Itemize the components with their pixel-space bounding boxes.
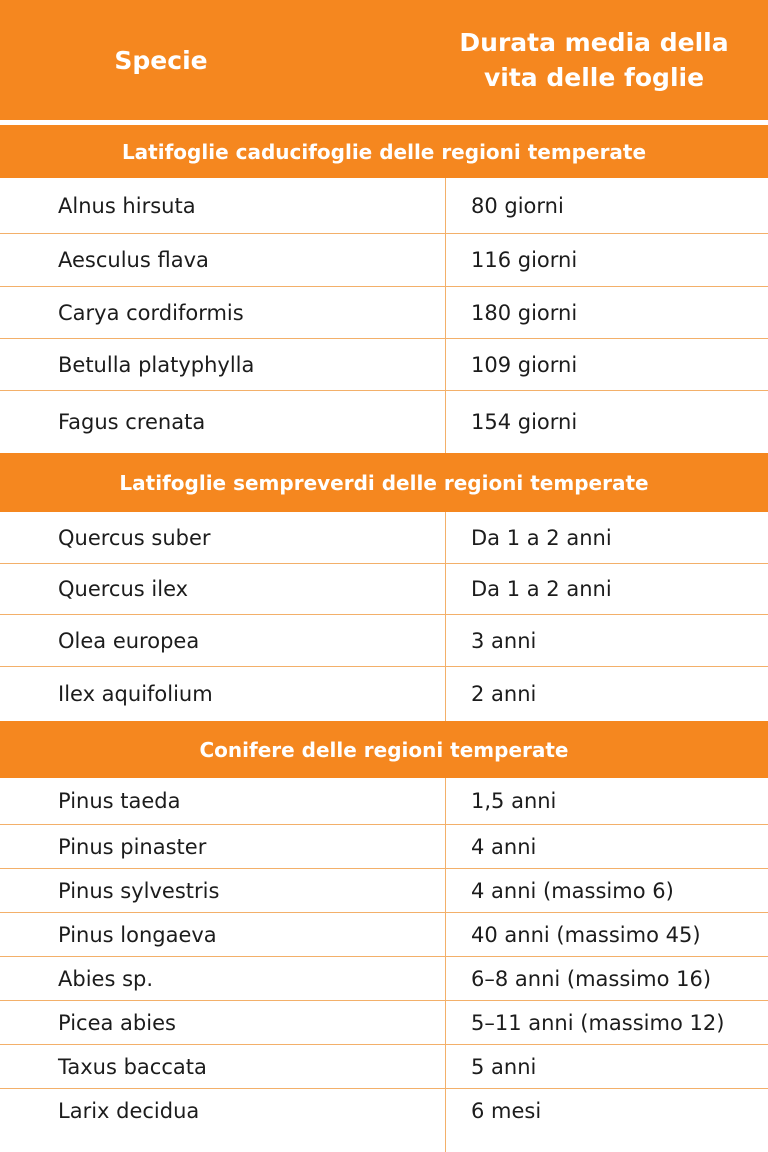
table-row xyxy=(0,778,768,825)
species-cell: Abies sp. xyxy=(58,966,154,991)
duration-cell: 116 giorni xyxy=(471,248,578,272)
table-row xyxy=(0,913,768,957)
species-cell: Pinus taeda xyxy=(58,789,181,813)
header-duration-line1: Durata media della xyxy=(459,28,729,57)
duration-cell: 80 giorni xyxy=(471,193,564,218)
species-cell: Aesculus flava xyxy=(58,248,209,272)
table-row xyxy=(0,1045,768,1089)
species-cell: Taxus baccata xyxy=(58,1054,207,1079)
duration-cell: 6–8 anni (massimo 16) xyxy=(471,966,712,991)
duration-cell: 1,5 anni xyxy=(471,789,557,813)
table-header xyxy=(0,0,768,120)
table-row xyxy=(0,825,768,869)
table-row xyxy=(0,287,768,339)
header-duration xyxy=(446,0,742,120)
table-row xyxy=(0,564,768,615)
species-cell: Larix decidua xyxy=(58,1099,200,1123)
species-cell: Fagus crenata xyxy=(58,410,206,434)
duration-cell: 40 anni (massimo 45) xyxy=(471,922,701,947)
species-cell: Picea abies xyxy=(58,1010,176,1035)
table-row xyxy=(0,339,768,391)
duration-cell: 5 anni xyxy=(471,1054,537,1079)
duration-cell: 2 anni xyxy=(471,682,537,706)
duration-cell: 5–11 anni (massimo 12) xyxy=(471,1010,725,1035)
duration-cell: 4 anni xyxy=(471,834,537,859)
header-species: Specie xyxy=(114,45,208,75)
species-cell: Pinus sylvestris xyxy=(58,878,220,903)
table-row xyxy=(0,1001,768,1045)
species-cell: Betulla platyphylla xyxy=(58,352,255,377)
duration-cell: Da 1 a 2 anni xyxy=(471,577,612,601)
species-cell: Alnus hirsuta xyxy=(58,193,196,218)
table-row xyxy=(0,178,768,234)
duration-cell: 3 anni xyxy=(471,628,537,653)
duration-cell: 4 anni (massimo 6) xyxy=(471,878,674,903)
table-row xyxy=(0,615,768,667)
header-duration-line2: vita delle foglie xyxy=(483,63,705,92)
species-cell: Pinus longaeva xyxy=(58,922,217,947)
table-row xyxy=(0,234,768,287)
species-cell: Olea europea xyxy=(58,628,200,653)
section-header: Latifoglie caducifoglie delle regioni temperate xyxy=(0,125,768,178)
section-header: Conifere delle regioni temperate xyxy=(0,721,768,778)
table-row xyxy=(0,869,768,913)
table-row xyxy=(0,957,768,1001)
duration-cell: 180 giorni xyxy=(471,300,578,325)
section-header: Latifoglie sempreverdi delle regioni temperate xyxy=(0,453,768,512)
table-row xyxy=(0,1089,768,1133)
species-cell: Pinus pinaster xyxy=(58,834,207,859)
species-cell: Quercus suber xyxy=(58,525,211,550)
duration-cell: 6 mesi xyxy=(471,1099,542,1123)
species-cell: Ilex aquifolium xyxy=(58,682,213,706)
duration-cell: Da 1 a 2 anni xyxy=(471,525,612,550)
table-row xyxy=(0,512,768,564)
table-row xyxy=(0,391,768,453)
duration-cell: 109 giorni xyxy=(471,352,578,377)
species-cell: Quercus ilex xyxy=(58,577,189,601)
species-cell: Carya cordiformis xyxy=(58,300,244,325)
duration-cell: 154 giorni xyxy=(471,410,578,434)
table-row xyxy=(0,667,768,721)
